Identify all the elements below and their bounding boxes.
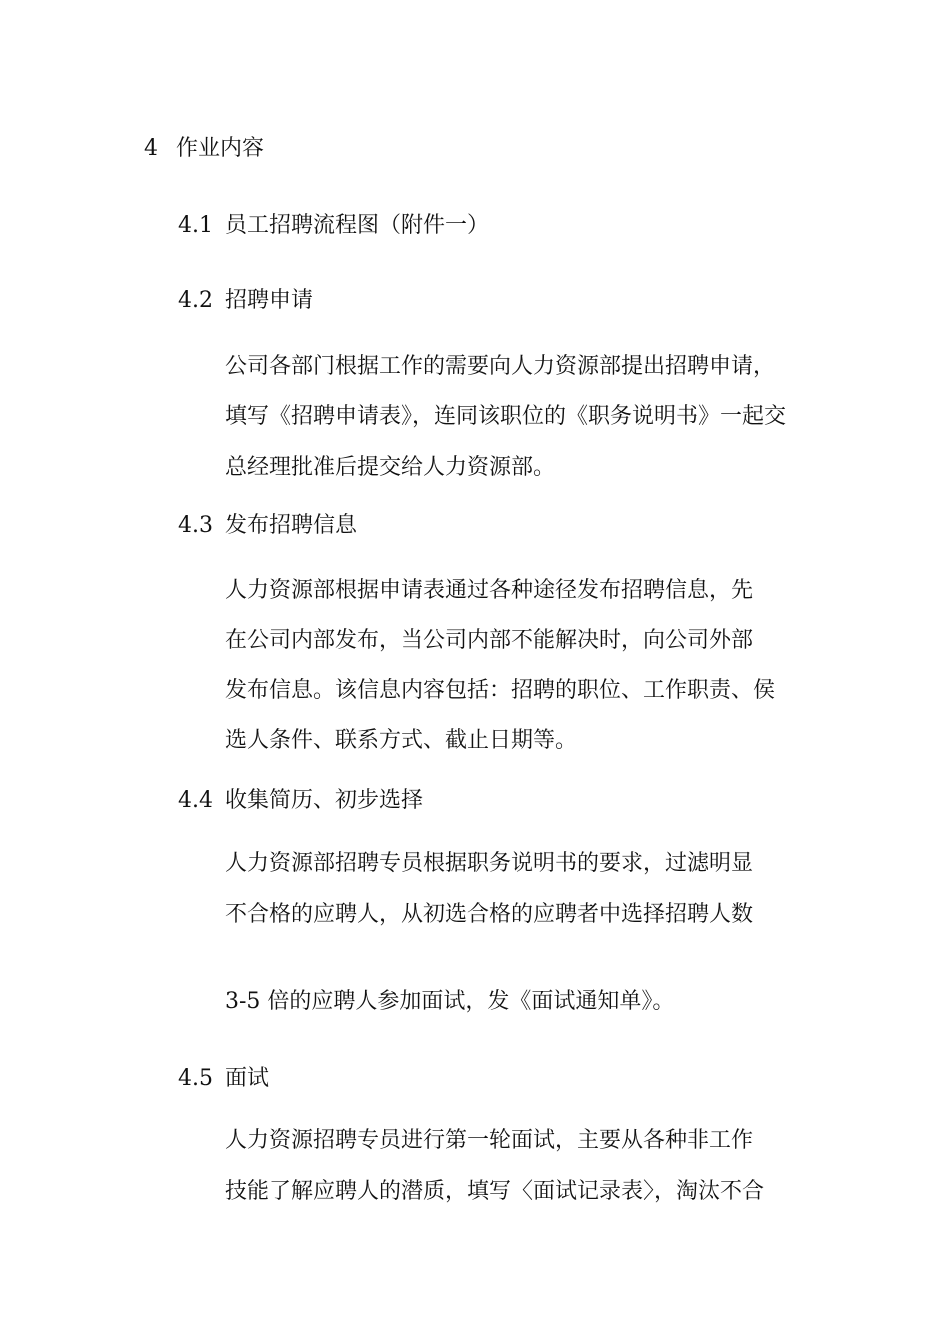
- subsection-number: 4.1: [178, 213, 213, 238]
- section-title: 作业内容: [176, 136, 265, 161]
- subsection-title: 收集简历、初步选择: [225, 788, 424, 813]
- subsection-heading: [178, 1064, 269, 1094]
- subsection-title: 招聘申请: [225, 288, 314, 313]
- subsection-heading: [178, 786, 423, 816]
- paragraph-line: 不合格的应聘人，从初选合格的应聘者中选择招聘人数: [225, 902, 754, 927]
- subsection-number: 4.3: [178, 513, 213, 538]
- paragraph-line: 公司各部门根据工作的需要向人力资源部提出招聘申请，: [225, 354, 776, 379]
- subsection-heading: [178, 286, 313, 316]
- subsection-heading: [178, 211, 489, 241]
- subsection-heading: [178, 511, 357, 541]
- section-number: 4: [144, 136, 158, 161]
- subsection-title: 面试: [225, 1066, 270, 1091]
- paragraph-line: 人力资源部根据申请表通过各种途径发布招聘信息，先: [225, 578, 754, 603]
- subsection-number: 4.2: [178, 288, 213, 313]
- paragraph-line: 技能了解应聘人的潜质，填写〈面试记录表〉，淘汰不合: [225, 1179, 765, 1204]
- subsection-title: 员工招聘流程图（附件一）: [225, 213, 490, 238]
- section-heading: [144, 134, 264, 164]
- paragraph-line: 人力资源招聘专员进行第一轮面试，主要从各种非工作: [225, 1128, 754, 1153]
- paragraph-line: 总经理批准后提交给人力资源部。: [225, 455, 556, 480]
- subsection-number: 4.5: [178, 1066, 213, 1091]
- paragraph-line: 填写《招聘申请表》，连同该职位的《职务说明书》一起交: [225, 404, 787, 429]
- paragraph-line: 3-5 倍的应聘人参加面试，发《面试通知单》。: [225, 989, 675, 1014]
- paragraph-line: 在公司内部发布，当公司内部不能解决时，向公司外部: [225, 628, 754, 653]
- subsection-number: 4.4: [178, 788, 213, 813]
- paragraph-line: 选人条件、联系方式、截止日期等。: [225, 728, 578, 753]
- paragraph-line: 人力资源部招聘专员根据职务说明书的要求，过滤明显: [225, 851, 754, 876]
- paragraph-line: 发布信息。该信息内容包括：招聘的职位、工作职责、侯: [225, 678, 776, 703]
- subsection-title: 发布招聘信息: [225, 513, 358, 538]
